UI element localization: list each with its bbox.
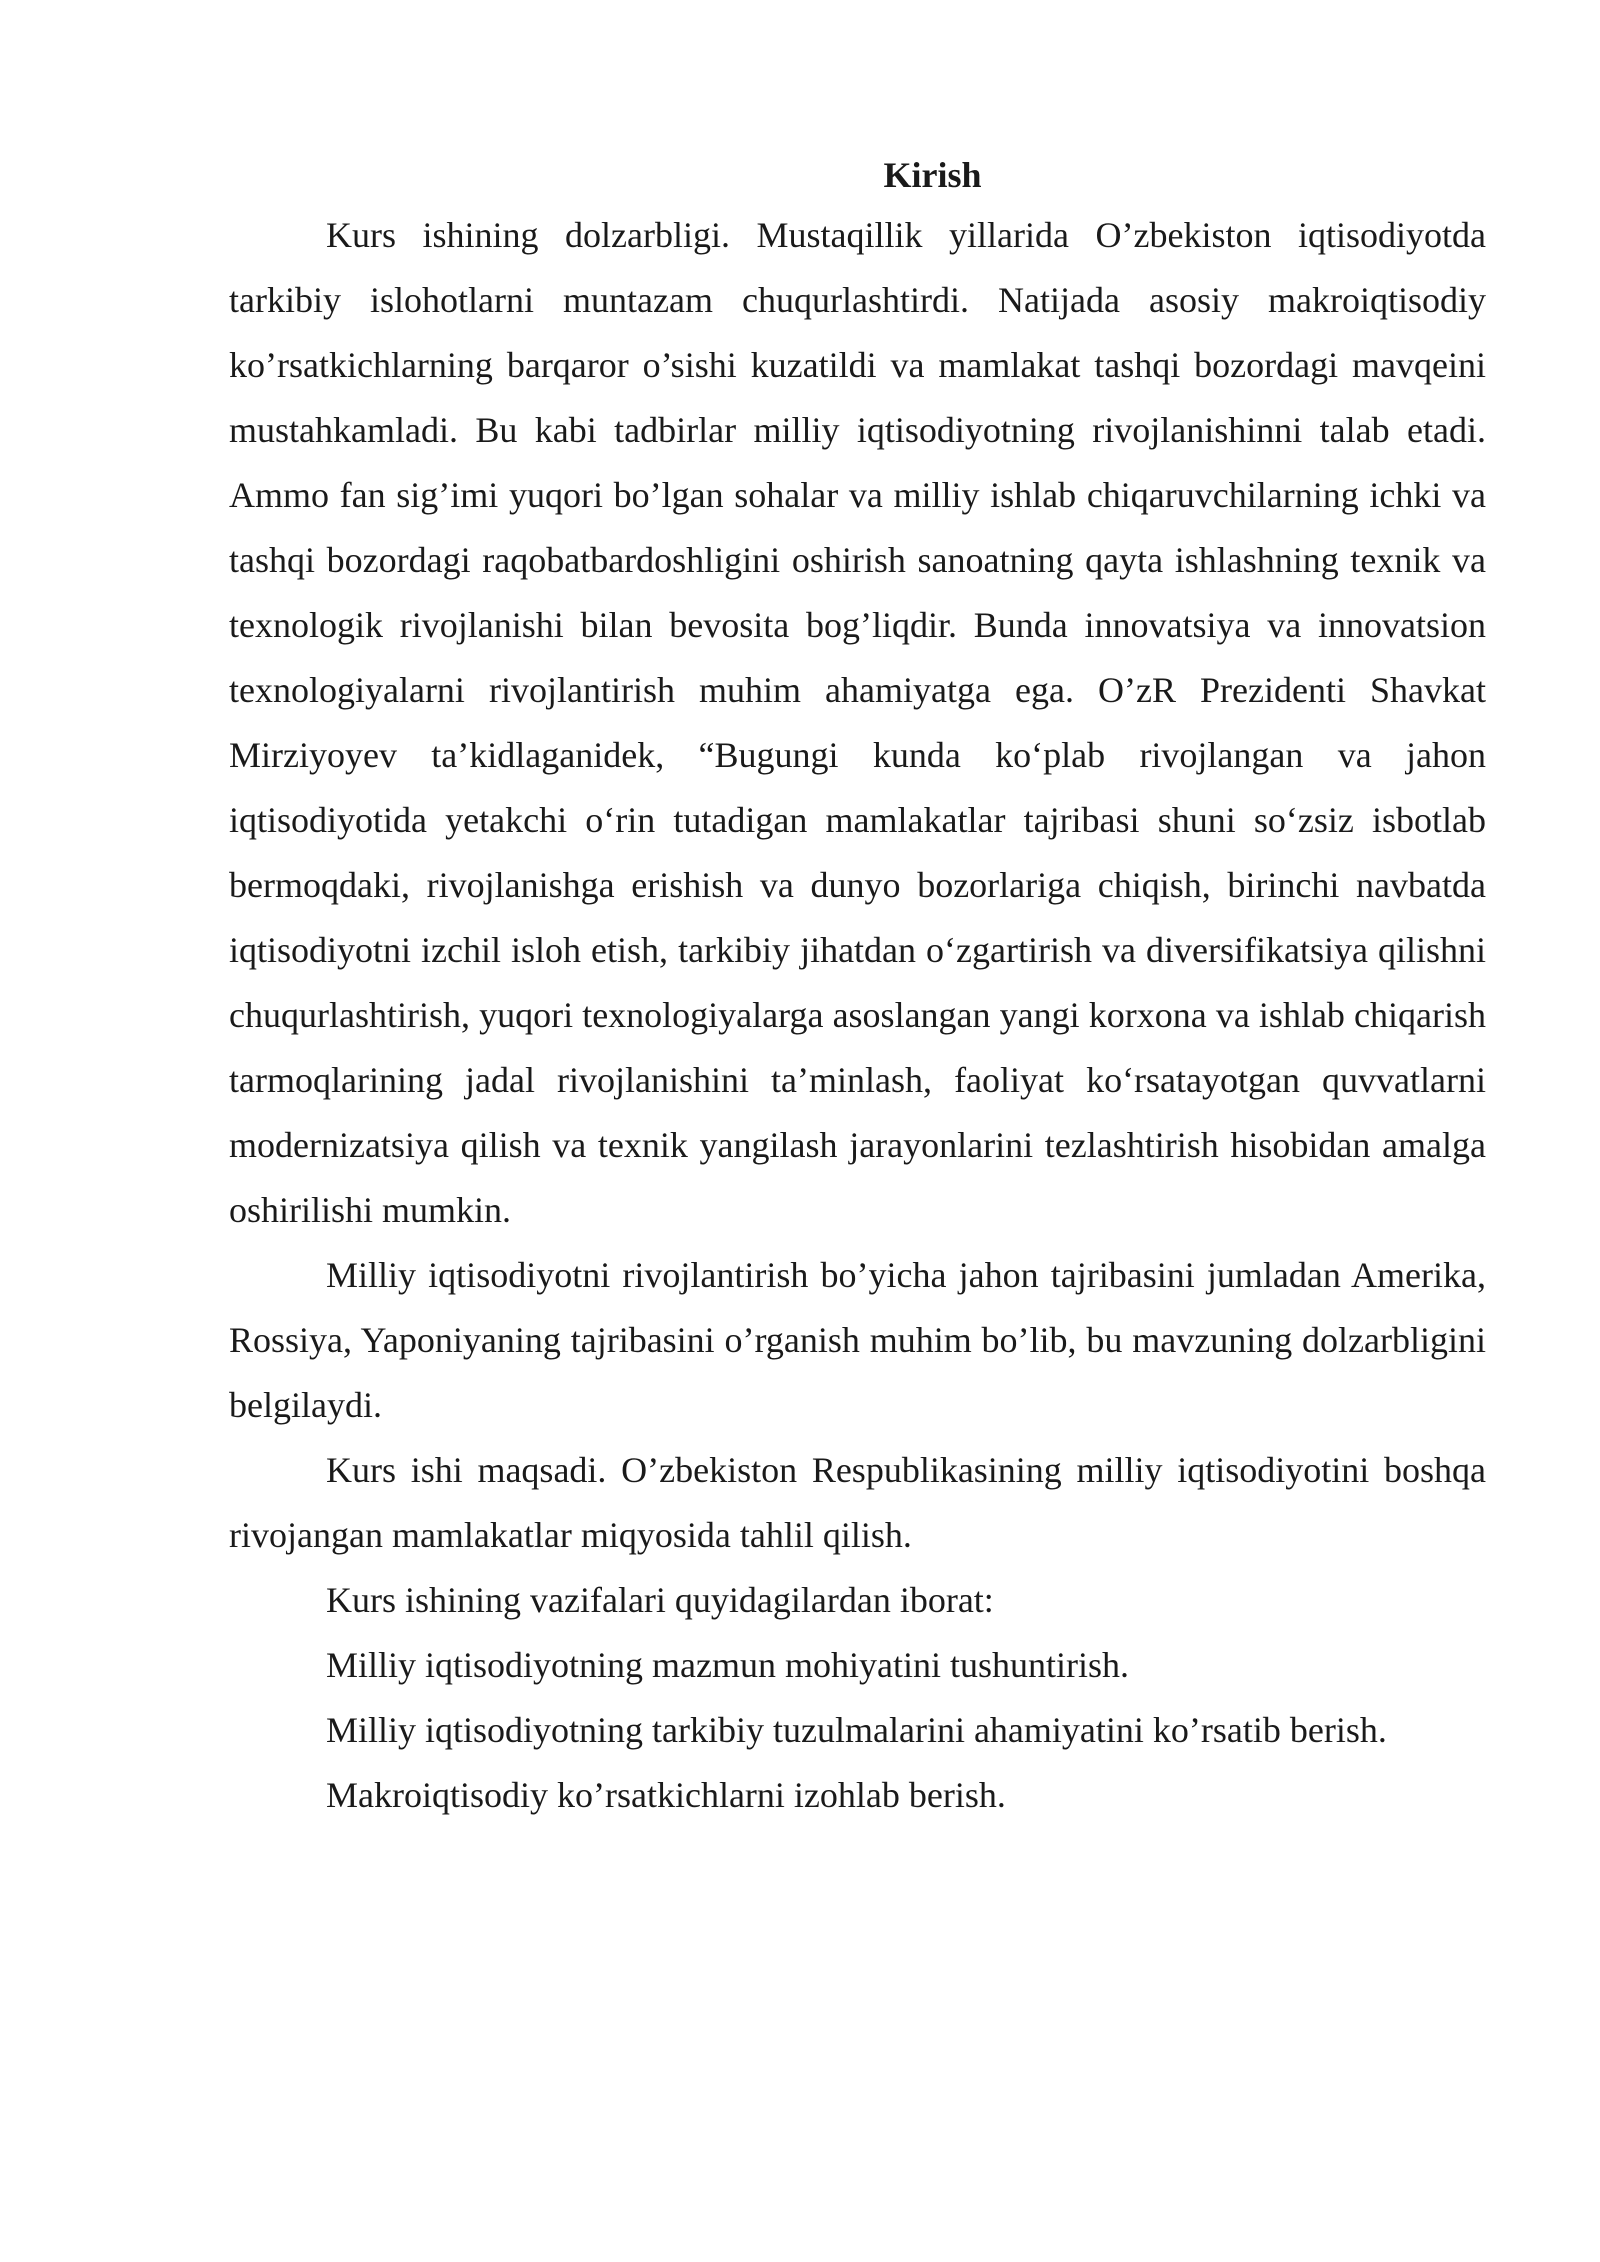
paragraph-task-1: Milliy iqtisodiyotning mazmun mohiyatini tushuntirish. [326,1645,1130,1685]
document-body [229,148,1486,1828]
paragraph-goal: Kurs ishi maqsadi. O’zbekiston Respublikasining milliy iqtisodiyotini boshqa rivojangan mamlakatlar miqyosida tahlil qilish. [229,1450,1486,1555]
paragraph-world-experience: Milliy iqtisodiyotni rivojlantirish bo’yicha jahon tajribasini jumladan Amerika, Rossiya, Yaponiyaning tajribasini o’rganish muhim bo’lib, bu mavzuning dolzarbligini belgilaydi. [229,1255,1486,1425]
paragraph-task-3: Makroiqtisodiy ko’rsatkichlarni izohlab berish. [326,1775,1006,1815]
paragraph-task-2: Milliy iqtisodiyotning tarkibiy tuzulmalarini ahamiyatini ko’rsatib berish. [326,1710,1387,1750]
paragraph-relevance: Kurs ishining dolzarbligi. Mustaqillik yillarida O’zbekiston iqtisodiyotda tarkibiy islohotlarni muntazam chuqurlashtirdi. Natijada asosiy makroiqtisodiy ko’rsatkichlarning barqaror o’sishi kuzatildi va mamlakat tashqi bozordagi mavqeini mustahkamladi. Bu kabi tadbirlar milliy iqtisodiyotning rivojlanishinni talab etadi. Ammo fan sig’imi yuqori bo’lgan sohalar va milliy ishlab chiqaruvchilarning ichki va tashqi bozordagi raqobatbardoshligini oshirish sanoatning qayta ishlashning texnik va texnologik rivojlanishi bilan bevosita bog’liqdir. Bunda innovatsiya va innovatsion texnologiyalarni rivojlantirish muhim ahamiyatga ega. O’zR Prezidenti Shavkat Mirziyoyev ta’kidlaganidek, “Bugungi kunda ko‘plab rivojlangan va jahon iqtisodiyotida yetakchi o‘rin tutadigan mamlakatlar tajribasi shuni so‘zsiz isbotlab bermoqdaki, rivojlanishga erishish va dunyo bozorlariga chiqish, birinchi navbatda iqtisodiyotni izchil isloh etish, tarkibiy jihatdan o‘zgartirish va diversifikatsiya qilishni chuqurlashtirish, yuqori texnologiyalarga asoslangan yangi korxona va ishlab chiqarish tarmoqlarining jadal rivojlanishini ta’minlash, faoliyat ko‘rsatayotgan quvvatlarni modernizatsiya qilish va texnik yangilash jarayonlarini tezlashtirish hisobidan amalga oshirilishi mumkin. [229,215,1486,1230]
section-title: Kirish [883,155,982,195]
paragraph-tasks-intro: Kurs ishining vazifalari quyidagilardan iborat: [326,1580,994,1620]
